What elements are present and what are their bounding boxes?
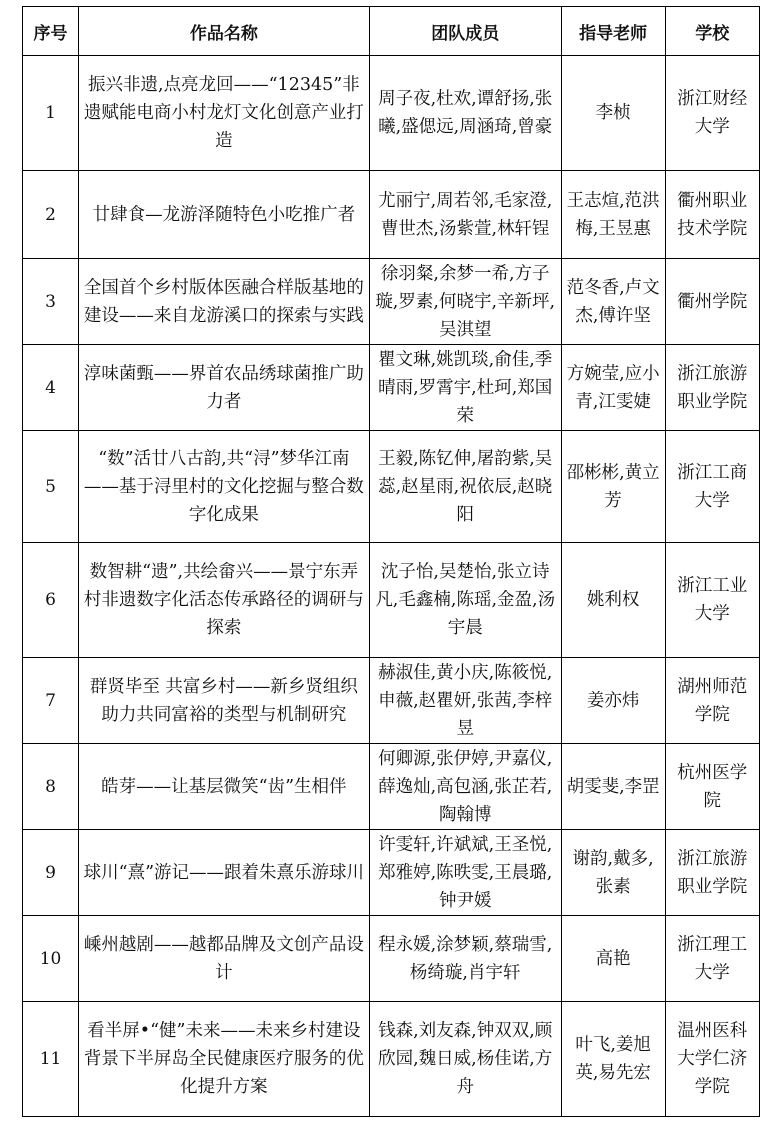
cell-members: 尤丽宁,周若邻,毛家澄,曹世杰,汤紫萱,林轩锃: [369, 171, 561, 259]
cell-school: 浙江工商大学: [665, 431, 759, 543]
header-members: 团队成员: [369, 7, 561, 56]
cell-advisors: 谢韵,戴多,张素: [561, 830, 665, 916]
table-header-row: [23, 7, 760, 56]
table-row: [23, 431, 760, 543]
cell-school: 温州医科大学仁济学院: [665, 1002, 759, 1117]
table-row: [23, 658, 760, 744]
cell-advisors: 方婉莹,应小青,江雯婕: [561, 345, 665, 431]
table-row: [23, 543, 760, 658]
cell-members: 程永媛,涂梦颖,蔡瑞雪,杨绮璇,肖宇轩: [369, 916, 561, 1002]
cell-seq: 9: [23, 830, 79, 916]
cell-title: 群贤毕至 共富乡村——新乡贤组织助力共同富裕的类型与机制研究: [79, 658, 370, 744]
cell-advisors: 姚利权: [561, 543, 665, 658]
cell-title: 全国首个乡村版体医融合样版基地的建设——来自龙游溪口的探索与实践: [79, 259, 370, 345]
cell-school: 湖州师范学院: [665, 658, 759, 744]
cell-title: 球川“熹”游记——跟着朱熹乐游球川: [79, 830, 370, 916]
cell-members: 王毅,陈钇伸,屠韵紫,吴蕊,赵星雨,祝依辰,赵晓阳: [369, 431, 561, 543]
cell-advisors: 姜亦炜: [561, 658, 665, 744]
cell-members: 何卿源,张伊婷,尹嘉仪,薛逸灿,高包涵,张芷若,陶翰博: [369, 744, 561, 830]
cell-school: 杭州医学院: [665, 744, 759, 830]
cell-title: 数智耕“遗”,共绘畲兴——景宁东弄村非遗数字化活态传承路径的调研与探索: [79, 543, 370, 658]
cell-members: 钱森,刘友森,钟双双,顾欣园,魏日威,杨佳诺,方舟: [369, 1002, 561, 1117]
cell-advisors: 叶飞,姜旭英,易先宏: [561, 1002, 665, 1117]
cell-advisors: 高艳: [561, 916, 665, 1002]
cell-members: 瞿文琳,姚凯琰,俞佳,季晴雨,罗霄宇,杜珂,郑国荣: [369, 345, 561, 431]
cell-seq: 4: [23, 345, 79, 431]
cell-advisors: 李桢: [561, 56, 665, 171]
cell-school: 浙江理工大学: [665, 916, 759, 1002]
cell-title: “数”活廿八古韵,共“浔”梦华江南——基于浔里村的文化挖掘与整合数字化成果: [79, 431, 370, 543]
cell-title: 看半屏•“健”未来——未来乡村建设背景下半屏岛全民健康医疗服务的优化提升方案: [79, 1002, 370, 1117]
cell-school: 衢州学院: [665, 259, 759, 345]
document-page: [22, 6, 760, 1117]
cell-members: 周子夜,杜欢,谭舒扬,张曦,盛偲远,周涵琦,曾豪: [369, 56, 561, 171]
cell-school: 衢州职业技术学院: [665, 171, 759, 259]
cell-advisors: 邵彬彬,黄立芳: [561, 431, 665, 543]
cell-title: 淳味菌甄——界首农品绣球菌推广助力者: [79, 345, 370, 431]
cell-seq: 7: [23, 658, 79, 744]
table-row: [23, 345, 760, 431]
cell-title: 嵊州越剧——越都品牌及文创产品设计: [79, 916, 370, 1002]
table-row: [23, 171, 760, 259]
cell-school: 浙江旅游职业学院: [665, 345, 759, 431]
cell-seq: 10: [23, 916, 79, 1002]
table-row: [23, 744, 760, 830]
cell-seq: 2: [23, 171, 79, 259]
cell-advisors: 范冬香,卢文杰,傅许坚: [561, 259, 665, 345]
cell-members: 沈子怡,吴楚怡,张立诗凡,毛鑫楠,陈瑶,金盈,汤宇晨: [369, 543, 561, 658]
header-advisors: 指导老师: [561, 7, 665, 56]
cell-members: 许雯轩,许斌斌,王圣悦,郑雅婷,陈昳雯,王晨璐,钟尹媛: [369, 830, 561, 916]
cell-seq: 8: [23, 744, 79, 830]
cell-seq: 3: [23, 259, 79, 345]
cell-seq: 6: [23, 543, 79, 658]
cell-seq: 11: [23, 1002, 79, 1117]
cell-title: 振兴非遗,点亮龙回——“12345”非遗赋能电商小村龙灯文化创意产业打造: [79, 56, 370, 171]
cell-school: 浙江工业大学: [665, 543, 759, 658]
awards-table: [22, 6, 760, 1117]
table-row: [23, 56, 760, 171]
cell-members: 徐羽粲,余梦一希,方子璇,罗素,何晓宇,辛新坪,吴淇望: [369, 259, 561, 345]
cell-title: 廿肆食—龙游泽随特色小吃推广者: [79, 171, 370, 259]
table-row: [23, 259, 760, 345]
header-seq: 序号: [23, 7, 79, 56]
table-row: [23, 1002, 760, 1117]
cell-school: 浙江财经大学: [665, 56, 759, 171]
cell-school: 浙江旅游职业学院: [665, 830, 759, 916]
cell-seq: 1: [23, 56, 79, 171]
table-row: [23, 916, 760, 1002]
cell-title: 皓芽——让基层微笑“齿”生相伴: [79, 744, 370, 830]
header-school: 学校: [665, 7, 759, 56]
cell-advisors: 胡雯斐,李罡: [561, 744, 665, 830]
table-row: [23, 830, 760, 916]
cell-members: 赫淑佳,黄小庆,陈筱悦,申薇,赵瞿妍,张茜,李梓昱: [369, 658, 561, 744]
header-title: 作品名称: [79, 7, 370, 56]
cell-advisors: 王志煊,范洪梅,王昱惠: [561, 171, 665, 259]
cell-seq: 5: [23, 431, 79, 543]
